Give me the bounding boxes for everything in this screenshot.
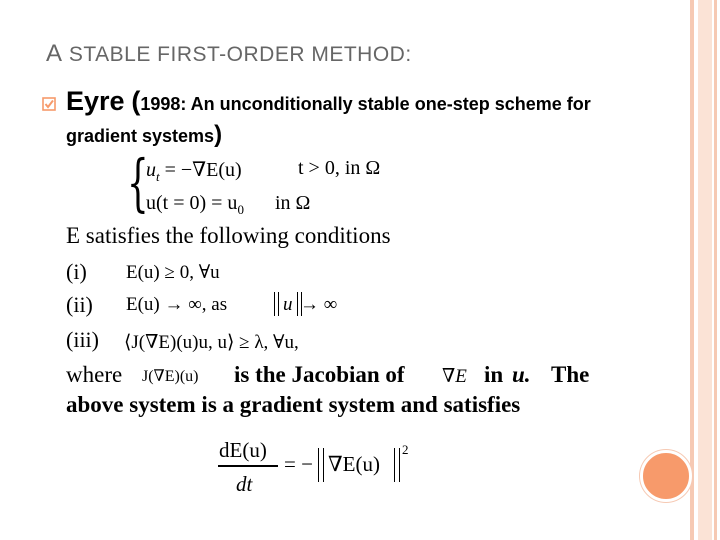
norm-bar	[297, 292, 298, 316]
open-paren: (	[131, 86, 141, 116]
conditions-heading: E satisfies the following conditions	[66, 223, 391, 248]
fraction-bar	[218, 465, 278, 467]
intro-detail: 1998: An unconditionally stable one-step scheme for	[140, 94, 591, 114]
norm-bar	[318, 448, 319, 482]
norm-bar	[323, 448, 324, 482]
eq1-sub: t	[156, 169, 160, 184]
equation-rhs-prefix: = −	[284, 452, 313, 476]
condition-expr	[126, 294, 227, 316]
condition-expr-text: E(u) → ∞, as	[126, 294, 228, 315]
where-the: The	[551, 362, 590, 387]
norm-content: ∇E(u)	[328, 452, 380, 476]
condition-expr: E(u) ≥ 0, ∀u	[126, 262, 220, 283]
norm-bar	[274, 292, 275, 316]
system-eq-1-condition: t > 0, in Ω	[298, 157, 381, 179]
gradient-system-line: above system is a gradient system and satisfies	[66, 392, 521, 417]
where-word: where	[66, 362, 123, 387]
condition-expr: ⟨J(∇E)(u)u, u⟩ ≥ λ, ∀u,	[124, 332, 299, 353]
condition-label: (ii)	[66, 292, 93, 317]
norm-tail: → ∞	[300, 294, 338, 315]
intro-line2-text: gradient systems	[66, 126, 215, 146]
norm-bar	[394, 448, 395, 482]
title-rest: STABLE FIRST-ORDER METHOD:	[62, 43, 412, 66]
decor-stripe	[714, 0, 717, 540]
fraction-numerator: dE(u)	[219, 438, 267, 462]
intro-line	[66, 86, 591, 117]
fraction-denominator: dt	[236, 472, 253, 496]
decor-circle	[640, 450, 692, 502]
norm-bar	[278, 292, 279, 316]
eq2-lhs: u(t = 0) = u	[146, 192, 238, 214]
where-text: is the Jacobian of	[234, 362, 405, 387]
decor-stripe	[690, 0, 694, 540]
condition-label: (iii)	[66, 327, 99, 352]
system-eq-1	[146, 157, 242, 185]
grad-e: ∇E	[442, 366, 467, 387]
norm-variable: u	[283, 294, 293, 315]
jacobian-expr: J(∇E)(u)	[142, 368, 199, 385]
exponent: 2	[402, 442, 409, 457]
system-eq-2	[146, 192, 244, 218]
slide-title	[46, 40, 412, 68]
system-eq-2-condition: in Ω	[275, 192, 311, 214]
condition-label: (i)	[66, 259, 87, 284]
where-in: in	[484, 362, 504, 387]
where-u: u.	[512, 362, 531, 387]
author-name: Eyre	[66, 86, 125, 116]
system-brace: {	[127, 146, 149, 219]
decor-stripe	[698, 0, 712, 540]
title-first-letter: A	[46, 40, 63, 67]
checkbox-bullet-icon	[42, 97, 56, 111]
eq1-lhs: u	[146, 159, 156, 181]
eq2-sub: 0	[237, 202, 244, 217]
norm-bar	[399, 448, 400, 482]
close-paren: )	[214, 121, 223, 148]
intro-line-2	[66, 121, 222, 149]
eq1-rhs: = −∇E(u)	[159, 159, 242, 181]
